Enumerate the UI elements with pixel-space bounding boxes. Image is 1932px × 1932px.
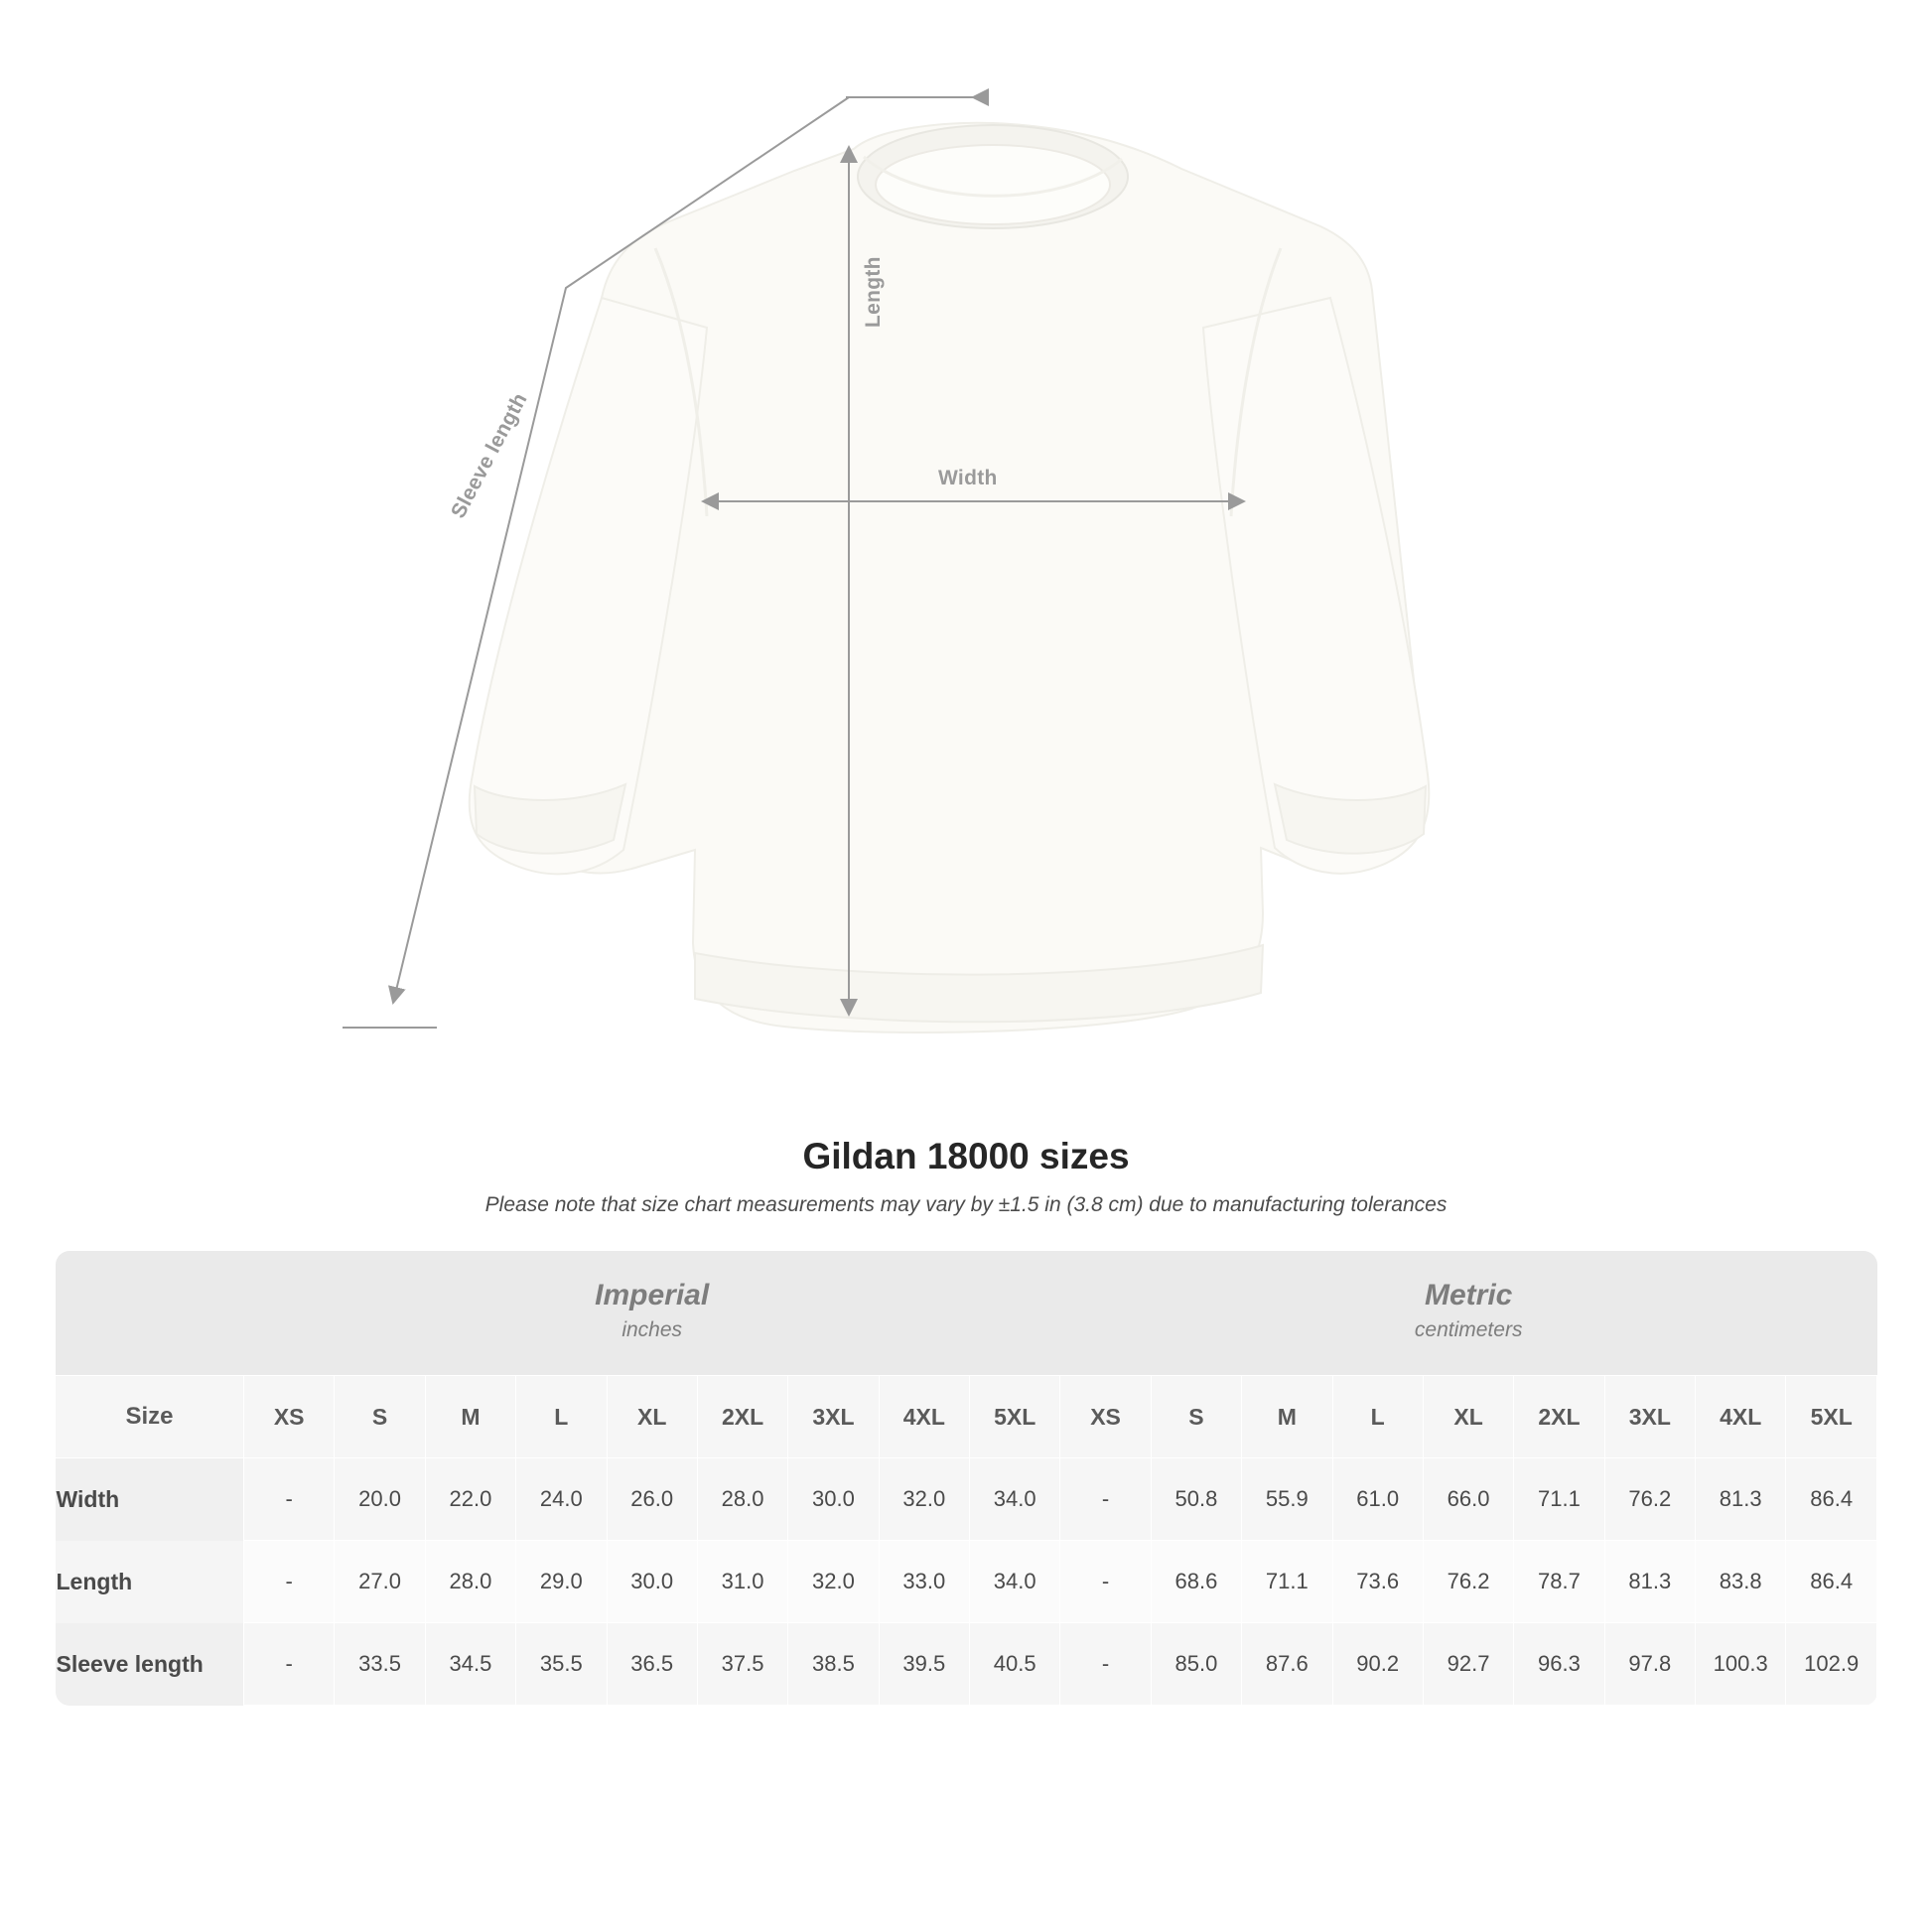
cell-length-imperial-3xl: 32.0	[788, 1541, 879, 1623]
cell-sleeve-imperial-3xl: 38.5	[788, 1623, 879, 1706]
row-label-sleeve-length: Sleeve length	[56, 1623, 244, 1706]
unit-header-spacer	[56, 1251, 244, 1376]
cell-sleeve-metric-4xl: 100.3	[1696, 1623, 1786, 1706]
column-header-metric-xs: XS	[1060, 1376, 1151, 1458]
cell-sleeve-metric-s: 85.0	[1151, 1623, 1241, 1706]
cell-width-metric-4xl: 81.3	[1696, 1458, 1786, 1541]
cell-length-metric-s: 68.6	[1151, 1541, 1241, 1623]
column-header-imperial-5xl: 5XL	[970, 1376, 1060, 1458]
imperial-label: Imperial	[595, 1279, 710, 1311]
cell-length-imperial-l: 29.0	[516, 1541, 607, 1623]
cell-sleeve-metric-xs: -	[1060, 1623, 1151, 1706]
cell-length-metric-4xl: 83.8	[1696, 1541, 1786, 1623]
cell-width-imperial-l: 24.0	[516, 1458, 607, 1541]
cell-width-metric-m: 55.9	[1242, 1458, 1332, 1541]
sweatshirt-shape	[470, 123, 1430, 1033]
cell-sleeve-metric-5xl: 102.9	[1786, 1623, 1877, 1706]
cell-width-metric-3xl: 76.2	[1604, 1458, 1695, 1541]
cell-sleeve-metric-m: 87.6	[1242, 1623, 1332, 1706]
cell-sleeve-imperial-l: 35.5	[516, 1623, 607, 1706]
cell-width-imperial-5xl: 34.0	[970, 1458, 1060, 1541]
cell-length-metric-xs: -	[1060, 1541, 1151, 1623]
cell-width-metric-2xl: 71.1	[1514, 1458, 1604, 1541]
column-header-imperial-l: L	[516, 1376, 607, 1458]
column-header-imperial-s: S	[335, 1376, 425, 1458]
cell-length-imperial-4xl: 33.0	[879, 1541, 969, 1623]
cell-width-imperial-s: 20.0	[335, 1458, 425, 1541]
size-table	[55, 1251, 1877, 1706]
cell-width-imperial-4xl: 32.0	[879, 1458, 969, 1541]
cell-width-imperial-3xl: 30.0	[788, 1458, 879, 1541]
cell-length-imperial-s: 27.0	[335, 1541, 425, 1623]
table-row	[56, 1458, 1877, 1541]
size-table-wrapper	[55, 1251, 1877, 1706]
table-row	[56, 1541, 1877, 1623]
cell-sleeve-metric-l: 90.2	[1332, 1623, 1423, 1706]
row-label-width: Width	[56, 1458, 244, 1541]
cell-sleeve-imperial-5xl: 40.5	[970, 1623, 1060, 1706]
cell-sleeve-imperial-s: 33.5	[335, 1623, 425, 1706]
unit-header-metric	[1060, 1251, 1877, 1376]
column-header-imperial-3xl: 3XL	[788, 1376, 879, 1458]
cell-sleeve-metric-3xl: 97.8	[1604, 1623, 1695, 1706]
column-header-metric-2xl: 2XL	[1514, 1376, 1604, 1458]
cell-length-metric-xl: 76.2	[1423, 1541, 1513, 1623]
metric-sublabel: centimeters	[1414, 1317, 1523, 1341]
page-title: Gildan 18000 sizes	[802, 1136, 1130, 1176]
cell-length-imperial-xl: 30.0	[607, 1541, 697, 1623]
column-header-metric-m: M	[1242, 1376, 1332, 1458]
cell-sleeve-metric-xl: 92.7	[1423, 1623, 1513, 1706]
column-header-imperial-xl: XL	[607, 1376, 697, 1458]
column-header-metric-3xl: 3XL	[1604, 1376, 1695, 1458]
column-header-metric-xl: XL	[1423, 1376, 1513, 1458]
cell-sleeve-metric-2xl: 96.3	[1514, 1623, 1604, 1706]
cell-length-imperial-xs: -	[244, 1541, 335, 1623]
sleeve-dimension-label: Sleeve length	[447, 389, 532, 522]
column-header-imperial-4xl: 4XL	[879, 1376, 969, 1458]
length-dimension-label: Length	[862, 256, 885, 328]
metric-label: Metric	[1425, 1279, 1513, 1311]
width-dimension-label: Width	[938, 467, 998, 489]
cell-width-imperial-m: 22.0	[425, 1458, 515, 1541]
column-header-imperial-xs: XS	[244, 1376, 335, 1458]
column-header-imperial-2xl: 2XL	[697, 1376, 787, 1458]
cell-width-metric-xl: 66.0	[1423, 1458, 1513, 1541]
cell-width-metric-l: 61.0	[1332, 1458, 1423, 1541]
column-header-metric-4xl: 4XL	[1696, 1376, 1786, 1458]
column-header-imperial-m: M	[425, 1376, 515, 1458]
column-header-metric-5xl: 5XL	[1786, 1376, 1877, 1458]
cell-width-imperial-2xl: 28.0	[697, 1458, 787, 1541]
title-block	[0, 1136, 1932, 1217]
cell-sleeve-imperial-4xl: 39.5	[879, 1623, 969, 1706]
column-header-metric-s: S	[1151, 1376, 1241, 1458]
unit-header-imperial	[244, 1251, 1060, 1376]
cell-sleeve-imperial-xs: -	[244, 1623, 335, 1706]
row-label-length: Length	[56, 1541, 244, 1623]
cell-length-metric-m: 71.1	[1242, 1541, 1332, 1623]
cell-length-imperial-5xl: 34.0	[970, 1541, 1060, 1623]
imperial-sublabel: inches	[621, 1317, 683, 1341]
cell-length-metric-3xl: 81.3	[1604, 1541, 1695, 1623]
cell-length-metric-5xl: 86.4	[1786, 1541, 1877, 1623]
tolerance-note: Please note that size chart measurements may vary by ±1.5 in (3.8 cm) due to manufacturing tolerances	[484, 1193, 1448, 1216]
table-row	[56, 1623, 1877, 1706]
table-header-row	[56, 1376, 1877, 1458]
cell-width-metric-xs: -	[1060, 1458, 1151, 1541]
cell-width-metric-5xl: 86.4	[1786, 1458, 1877, 1541]
unit-header-row	[56, 1251, 1877, 1376]
cell-width-imperial-xs: -	[244, 1458, 335, 1541]
cell-width-imperial-xl: 26.0	[607, 1458, 697, 1541]
cell-sleeve-imperial-m: 34.5	[425, 1623, 515, 1706]
column-header-size: Size	[56, 1376, 244, 1458]
cell-sleeve-imperial-xl: 36.5	[607, 1623, 697, 1706]
cell-width-metric-s: 50.8	[1151, 1458, 1241, 1541]
cell-length-metric-l: 73.6	[1332, 1541, 1423, 1623]
cell-length-imperial-m: 28.0	[425, 1541, 515, 1623]
cell-length-imperial-2xl: 31.0	[697, 1541, 787, 1623]
cell-sleeve-imperial-2xl: 37.5	[697, 1623, 787, 1706]
cell-length-metric-2xl: 78.7	[1514, 1541, 1604, 1623]
column-header-metric-l: L	[1332, 1376, 1423, 1458]
